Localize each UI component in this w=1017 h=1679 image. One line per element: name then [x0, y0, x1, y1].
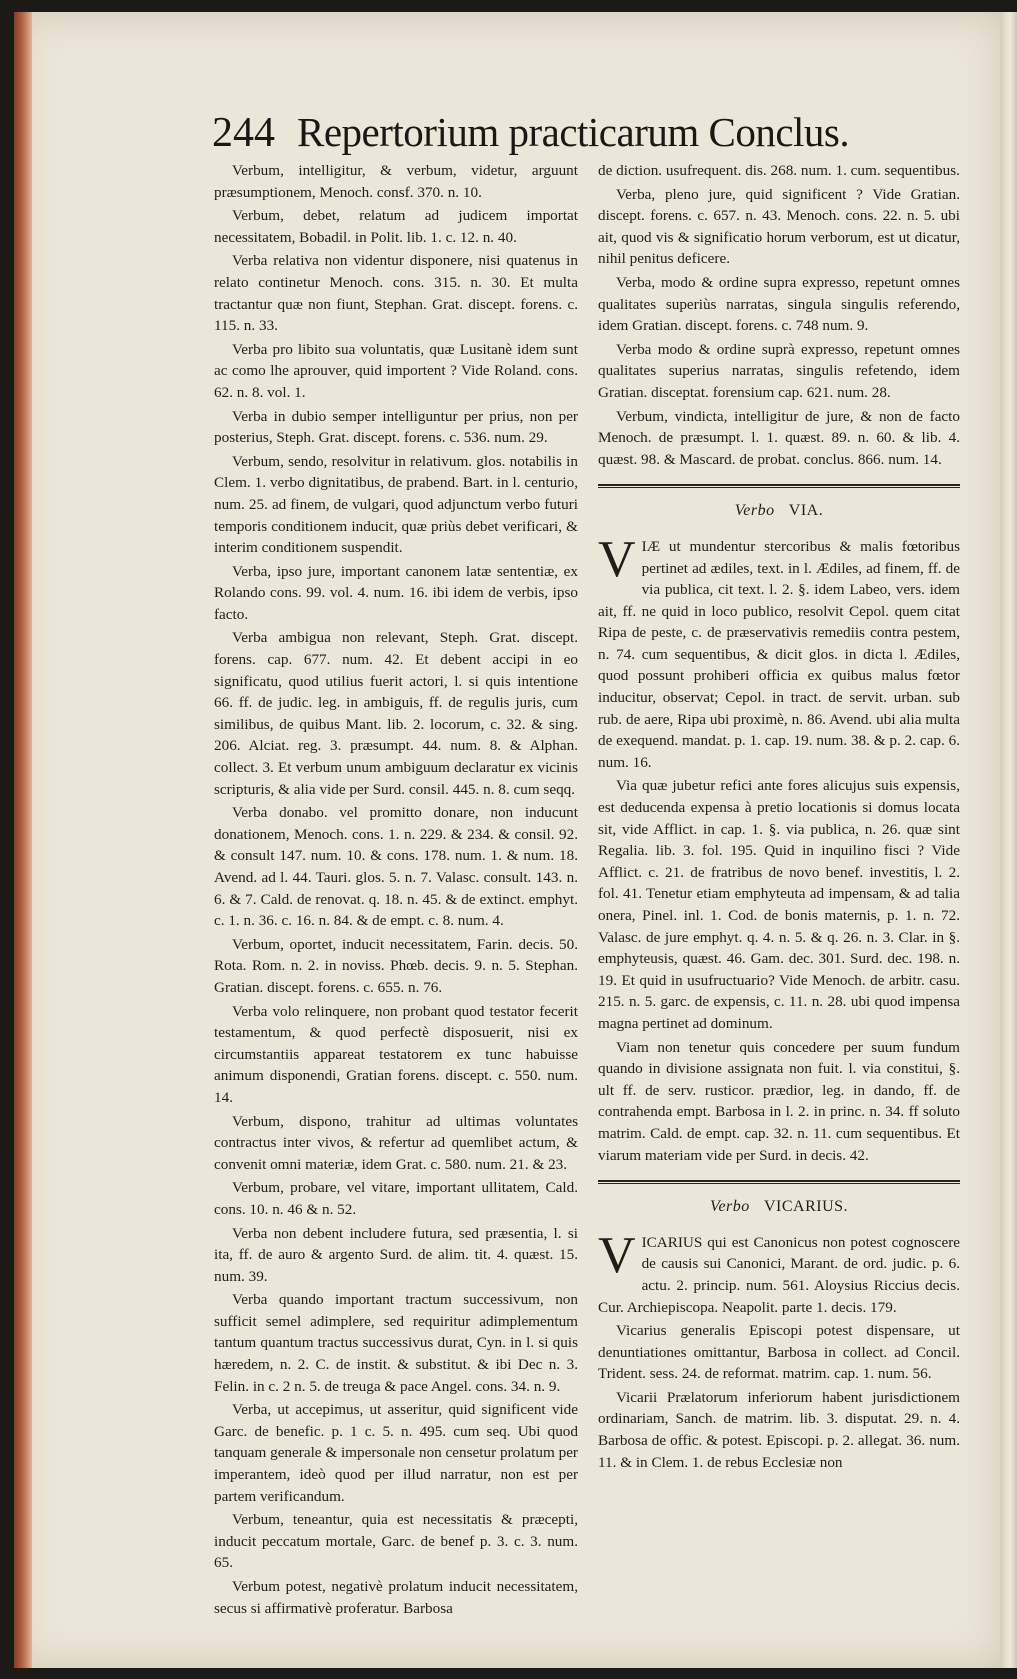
- paragraph: Verbum, intelligitur, & verbum, videtur, arguunt præsumptionem, Menoch. consf. 370. n. 10.: [214, 162, 578, 201]
- entry-text: ICARIUS qui est Canonicus non potest cognoscere de causis sui Canonici, Marant. de ord. judic. p. 6. actu. 2. princip. num. 561. Aloysius Riccius decis. Cur. Archiepiscopa. Neapolit. parte 1. decis. 179.: [598, 1233, 960, 1316]
- paragraph: Vicarius generalis Episcopi potest dispensare, ut denuntiationes omittantur, Barbosa in collect. ad Concil. Trident. sess. 24. de reformat. matrim. cap. 1. num. 56.: [598, 1322, 960, 1383]
- paragraph: Verba non debent includere futura, sed præsentia, l. si ita, ff. de auro & argento Surd. de alim. tit. 4. quæst. 15. num. 39.: [214, 1224, 578, 1285]
- paragraph: Verba, ipso jure, important canonem latæ sententiæ, ex Rolando cons. 99. vol. 4. num. 16. ibi idem de verbis, ipso facto.: [214, 562, 578, 623]
- section-heading-vicarius: [598, 1196, 960, 1218]
- page-edge-left: [14, 12, 32, 1668]
- running-head: [212, 108, 932, 164]
- paragraph: Verbum, vindicta, intelligitur de jure, & non de facto Menoch. de præsumpt. l. 1. quæst. 89. n. 60. & lib. 4. quæst. 98. & Mascard. de probat. conclus. 866. num. 14.: [598, 407, 960, 468]
- paragraph: Verbum, teneantur, quia est necessitatis & præcepti, inducit peccatum mortale, Garc. de benef p. 3. c. 3. num. 65.: [214, 1511, 578, 1572]
- entry-paragraph: [598, 1226, 960, 1318]
- paragraph: Verba, ut accepimus, ut asseritur, quid significent vide Garc. de benefic. p. 1 c. 5. n. 495. cum seq. Ubi quod tanquam generale & impersonale non censetur prolatum per imperantem, ideò quod per illud narratur, non est per partem verificandum.: [214, 1401, 578, 1505]
- section-label: Verbo: [734, 502, 775, 520]
- page-number: 244: [212, 110, 275, 156]
- entry-paragraph: [598, 530, 960, 774]
- paragraph: Verbum, sendo, resolvitur in relativum. glos. notabilis in Clem. 1. verbo dignitatibus, de prabend. Bart. in l. centurio, num. 25. ad finem, de vulgari, quod adjunctum verbo futuri temporis conditionem inducit, quæ priùs debet verificari, & interim conditionem suspendit.: [214, 452, 578, 557]
- right-column: [598, 160, 960, 1475]
- paragraph: Verba ambigua non relevant, Steph. Grat. discept. forens. cap. 677. num. 42. Et debent accipi in eo significatu, quod utilius fuerit actori, l. si quis intentione 66. ff. de judic. leg. in ambiguis, ff. de regulis juris, cum similibus, de quibus Mant. lib. 2. locorum, c. 32. & sing. 206. Alciat. reg. 3. præsumpt. 44. num. 8. & Alphan. collect. 3. Et verbum unum ambiguum declaratur ex vicinis scripturis, & alia vide per Surd. consil. 445. n. 8. cum seqq.: [214, 629, 578, 798]
- paragraph: Verba donabo. vel promitto donare, non inducunt donationem, Menoch. cons. 1. n. 229. & 234. & consil. 92. & consult 147. num. 10. & cons. 178. num. 1. & num. 18. Avend. ad l. 44. Tauri. glos. 5. n. 7. Valasc. consult. 143. n. 6. & 7. Cald. de renovat. q. 18. n. 45. & de extinct. emphyt. c. 1. n. 36. c. 16. n. 84. & de empt. c. 8. num. 4.: [214, 804, 578, 930]
- paragraph: de diction. usufrequent. dis. 268. num. 1. cum. sequentibus.: [598, 162, 960, 179]
- paragraph: Viam non tenetur quis concedere per suum fundum quando in divisione assignata non fuit. l. via constitui, §. ult ff. de serv. rusticor. prædior, leg. in dando, ff. de contrahenda empt. Barbosa in l. 2. in princ. n. 34. ff soluto matrim. Cald. de empt. cap. 32. n. 11. cum sequentibus. Et viarum materiam vide per Surd. in decis. 42.: [598, 1038, 960, 1164]
- paragraph: Verba pro libito sua voluntatis, quæ Lusitanè idem sunt ac como lhe aprouver, quid importent ? Vide Roland. cons. 62. n. 8. vol. 1.: [214, 340, 578, 401]
- paragraph: Verbum, probare, vel vitare, important ullitatem, Cald. cons. 10. n. 46 & n. 52.: [214, 1179, 578, 1218]
- paragraph: Verbum, oportet, inducit necessitatem, Farin. decis. 50. Rota. Rom. n. 2. in noviss. Phœb. decis. 9. n. 5. Stephan. Gratian. discept. forens. c. 655. n. 76.: [214, 935, 578, 996]
- paragraph: Verba in dubio semper intelliguntur per prius, non per posterius, Steph. Grat. discept. forens. c. 536. num. 29.: [214, 407, 578, 447]
- paragraph: Verbum, dispono, trahitur ad ultimas voluntates contractus inter vivos, & refertur ad quemlibet actum, & convenit omni materiæ, idem Grat. c. 580. num. 21. & 23.: [214, 1112, 578, 1173]
- paragraph: Verba, modo & ordine supra expresso, repetunt omnes qualitates superiùs narratas, singula singulis referendo, idem Gratian. discept. forens. c. 748 num. 9.: [598, 273, 960, 335]
- left-column: [214, 160, 578, 1621]
- running-title: Repertorium practicarum Conclus.: [297, 109, 850, 155]
- entry-text: IÆ ut mundentur stercoribus & malis fœtoribus pertinet ad ædiles, text. in l. Ædiles, ad finem, ff. de via publica, cit text. l. 2. §. idem Labeo, vers. idem ait, ff. ne quid in loco publico, resolvit Cepol. quem citat Ripa de peste, c. de præservativis remediis contra pestem, n. 74. cum sequentibus, & dicit glos. in dicta l. Ædiles, quod possunt prohiberi officia ex quibus malus fœtor inducitur, observat; Cepol. in tract. de servit. urban. sub rub. de aere, Ripa ubi proximè, n. 86. Avend. ubi alia multa de exequend. mandat. p. 1. cap. 19. num. 38. & p. 2. cap. 6. num. 16.: [598, 537, 960, 771]
- section-word: VICARIUS.: [763, 1198, 849, 1216]
- section-label: Verbo: [709, 1198, 750, 1216]
- drop-cap: V: [598, 530, 636, 588]
- section-word: VIA.: [788, 502, 824, 520]
- paragraph: Verba quando important tractum successivum, non sufficit semel adimplere, sed requiritur adimplementum tantum quantum tractus successivus durat, Cyn. in l. si quis hæredem, n. 2. C. de instit. & substitut. & ibi Dec n. 3. Felin. in c. 2 n. 5. de treuga & pace Angel. cons. 34. n. 9.: [214, 1291, 578, 1395]
- paragraph: Verba modo & ordine suprà expresso, repetunt omnes qualitates superius narratas, singulis refetendo, idem Gratian. disceptat. forensium cap. 621. num. 28.: [598, 340, 960, 401]
- paragraph: Verbum, debet, relatum ad judicem importat necessitatem, Bobadil. in Polit. lib. 1. c. 12. n. 40.: [214, 207, 578, 246]
- section-heading-via: [598, 500, 960, 522]
- paragraph: Verbum potest, negativè prolatum inducit necessitatem, secus si affirmativè proferatur. Barbosa: [214, 1578, 578, 1617]
- page-edge-right: [1000, 12, 1017, 1668]
- paragraph: Verba volo relinquere, non probant quod testator fecerit testamentum, & quod perfectè disposuerit, nisi ex circumstantiis appareat testatorem ex tunc habuisse animum disponendi, Gratian forens. discept. c. 550. num. 14.: [214, 1002, 578, 1106]
- paragraph: Vicarii Prælatorum inferiorum habent jurisdictionem ordinariam, Sanch. de matrim. lib. 3. disputat. 29. n. 4. Barbosa de offic. & potest. Episcopi. p. 2. allegat. 36. num. 11. & in Clem. 1. de rebus Ecclesiæ non: [598, 1388, 960, 1471]
- paragraph: Via quæ jubetur refici ante fores alicujus suis expensis, est deducenda expensa à pretio locationis si domus locata sit, vide Afflict. in cap. 1. §. via publica, n. 26. quæ sint Regalia. lib. 3. fol. 195. Quid in inquilino fisci ? Vide Afflict. c. 21. de fratribus de novo benef. investitis, l. 2. fol. 41. Tenetur etiam emphyteuta ad impensam, & ad talia onera, Pinel. inl. 1. Cod. de bonis maternis, p. 1. n. 72. Valasc. de jure emphyt. q. 4. n. 5. & q. 26. n. 3. Clar. in §. emphyteusis, quæst. 46. Gam. dec. 301. Surd. dec. 198. n. 19. Et quid in usufructuario? Vide Menoch. de arbitr. casu. 215. n. 5. garc. de expensis, c. 11. n. 28. ubi quod impensa magna pertinet ad dominum.: [598, 777, 960, 1032]
- paragraph: Verba, pleno jure, quid significent ? Vide Gratian. discept. forens. c. 657. n. 43. Menoch. cons. 22. n. 5. ubi ait, quod vis & significatio horum verborum, est ut dicatur, nihil penitus deficere.: [598, 185, 960, 268]
- section-rule: [598, 1180, 960, 1184]
- paragraph: Verba relativa non videntur disponere, nisi quatenus in relato continetur Menoch. cons. 315. n. 30. Et multa tractantur quæ non fiunt, Stephan. Grat. discept. forens. c. 115. n. 33.: [214, 252, 578, 335]
- drop-cap: V: [598, 1226, 636, 1284]
- section-rule: [598, 484, 960, 488]
